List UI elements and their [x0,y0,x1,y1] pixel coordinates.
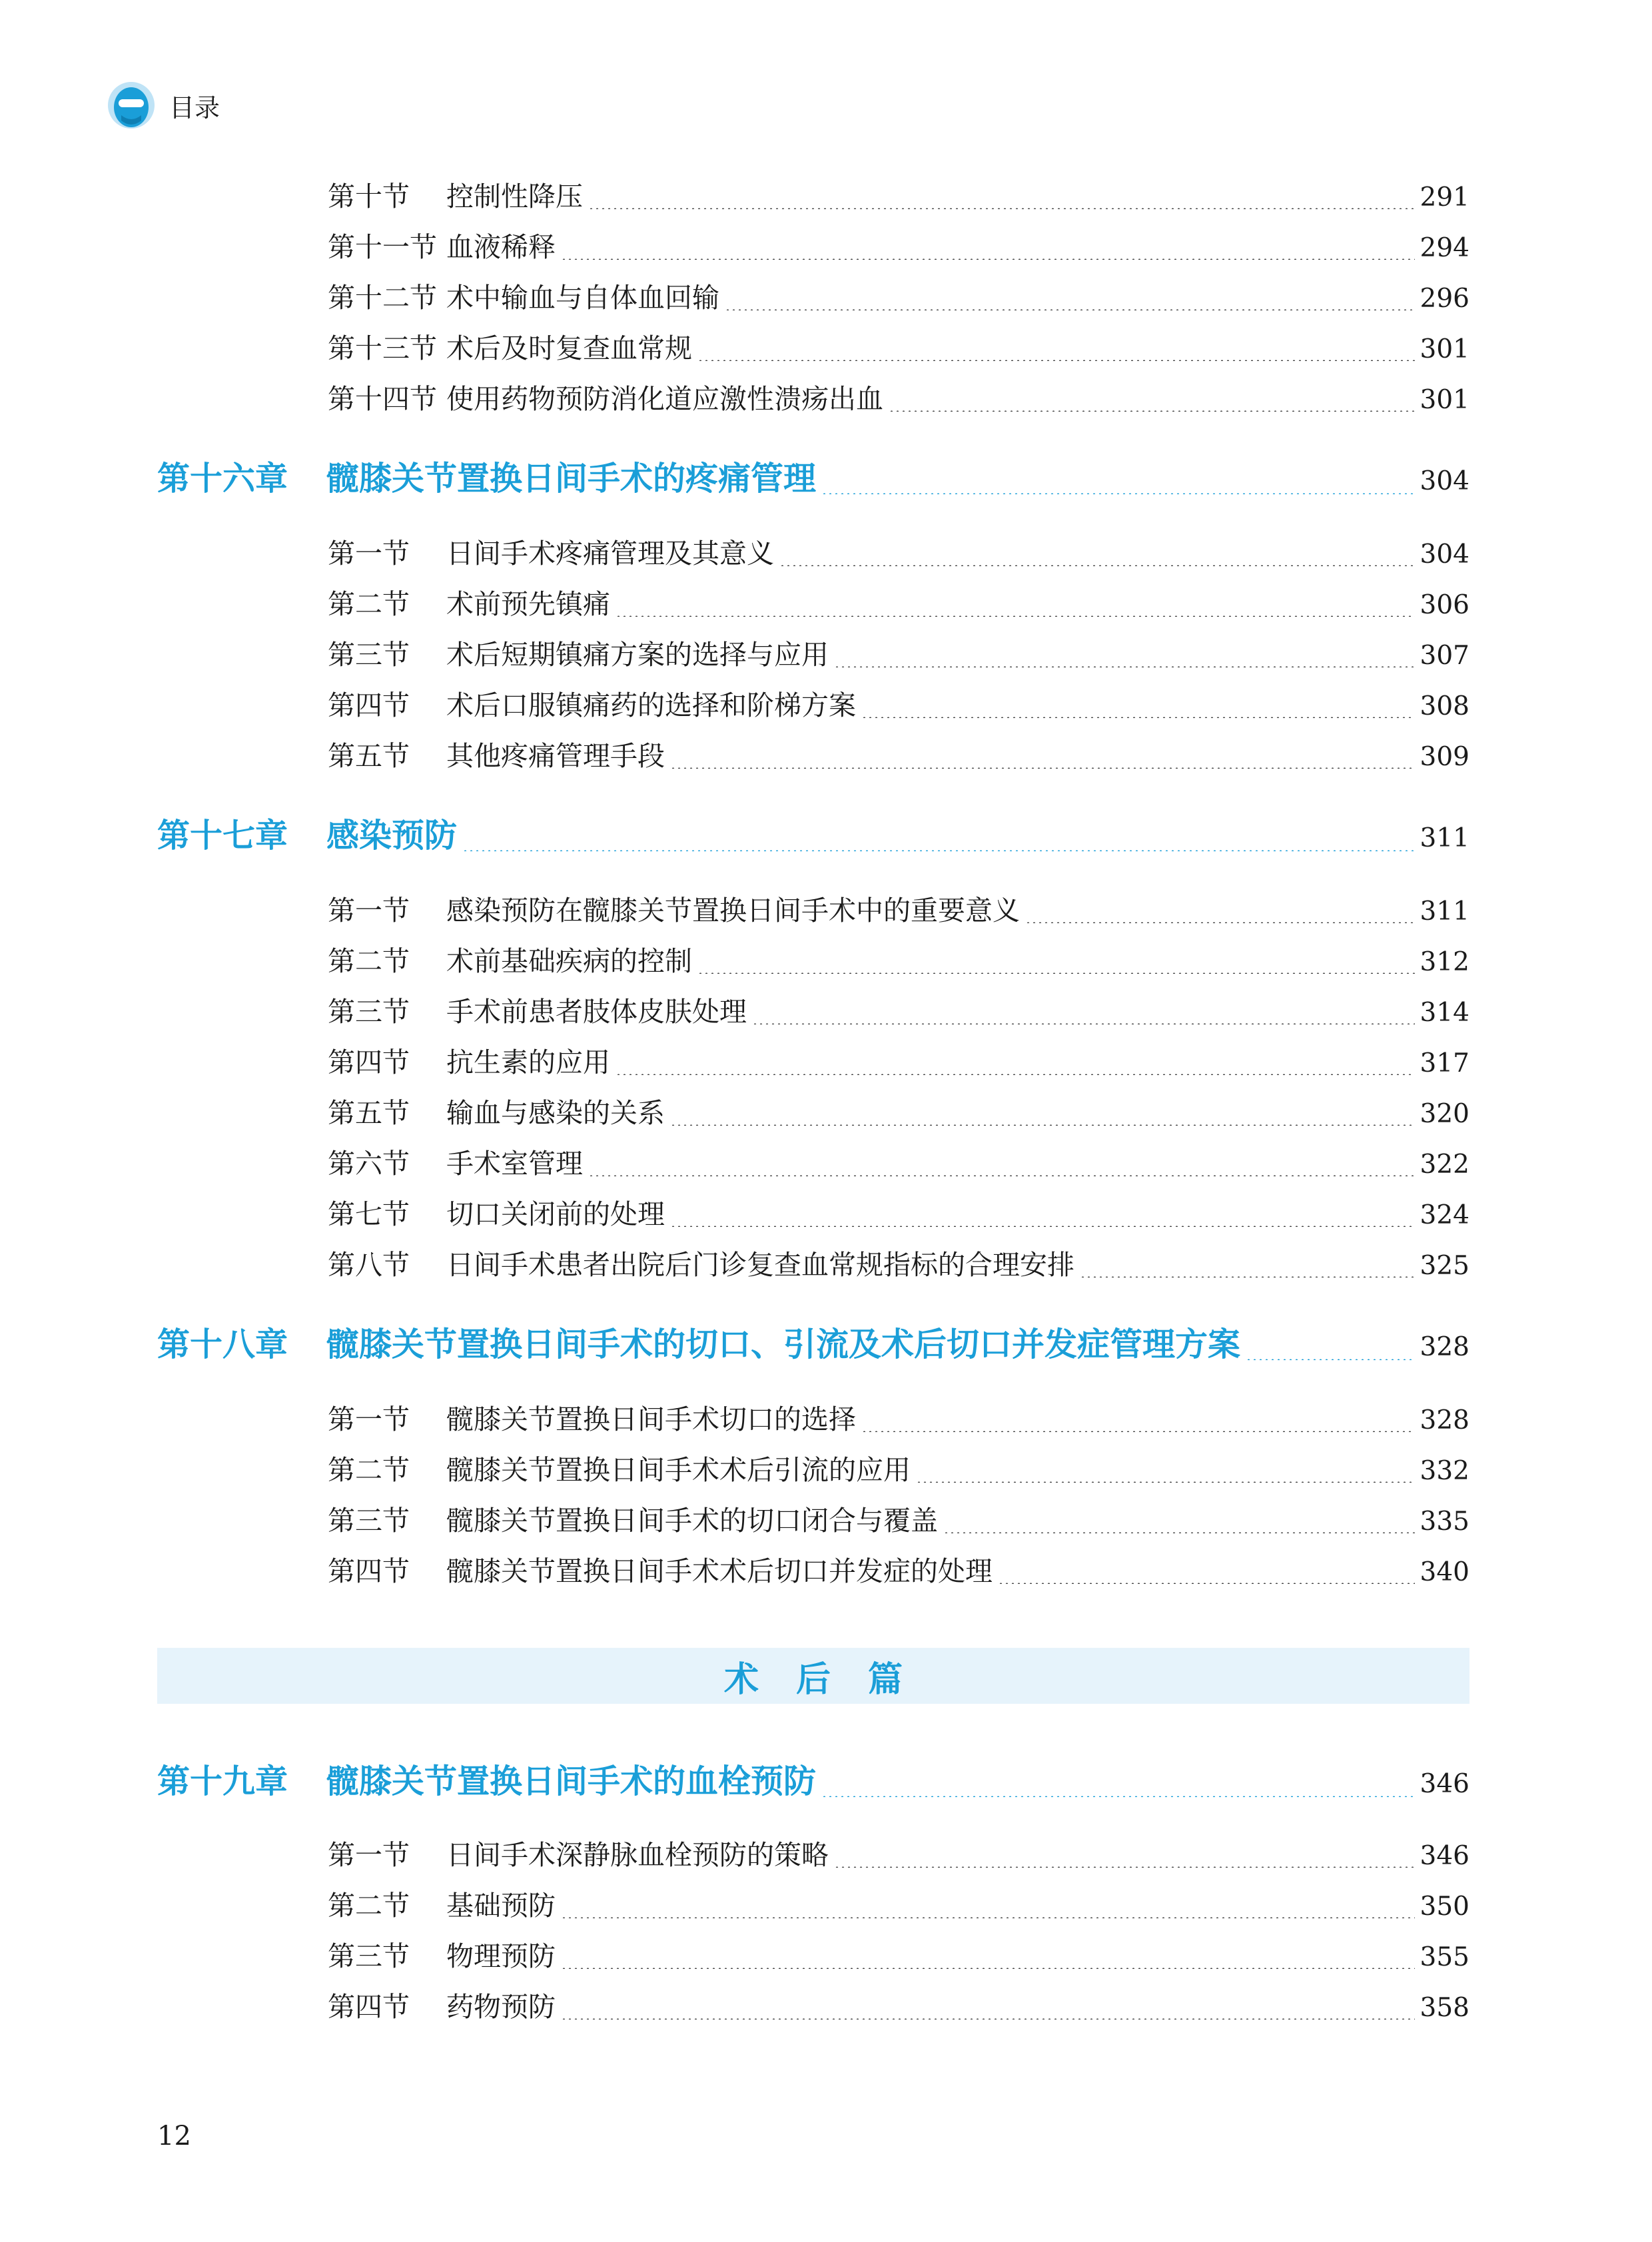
section-number: 第三节 [328,996,410,1028]
dot-leader [1080,1276,1415,1278]
section-number: 第四节 [328,1991,410,2023]
part-banner [157,1648,1469,1704]
dot-leader [462,850,1415,851]
section-title: 髋膝关节置换日间手术术后切口并发症的处理 [446,1555,993,1587]
section-number: 第一节 [328,1403,410,1435]
toc-section-entry[interactable] [328,939,1469,983]
section-title: 手术前患者肢体皮肤处理 [446,996,747,1028]
chapter-title: 感染预防 [326,816,458,855]
section-title: 感染预防在髋膝关节置换日间手术中的重要意义 [446,895,1020,927]
dot-leader [561,1917,1415,1918]
page-ref: 312 [1420,947,1469,977]
toc-section-entry[interactable] [328,1833,1469,1877]
page-ref: 320 [1420,1099,1469,1129]
section-number: 第六节 [328,1148,410,1180]
section-title: 术后及时复查血常规 [446,332,692,364]
dot-leader [998,1583,1415,1584]
section-title: 髋膝关节置换日间手术术后引流的应用 [446,1454,911,1486]
dot-leader [561,1968,1415,1969]
dot-leader [670,1124,1415,1126]
dot-leader [834,666,1415,667]
page-ref: 306 [1420,590,1469,620]
section-title: 术中输血与自体血回输 [446,282,719,314]
page-ref: 335 [1420,1507,1469,1537]
dot-leader [889,410,1415,412]
toc-section-entry[interactable] [328,1448,1469,1492]
page-ref: 308 [1420,691,1469,721]
page-ref: 301 [1420,334,1469,364]
dot-leader [561,258,1415,260]
page-ref: 350 [1420,1892,1469,1922]
dot-leader [697,972,1415,974]
section-number: 第七节 [328,1198,410,1230]
page-ref: 328 [1420,1332,1469,1362]
dot-leader [616,615,1415,617]
section-title: 日间手术深静脉血栓预防的策略 [446,1839,829,1871]
toc-section-entry[interactable] [328,1243,1469,1287]
section-number: 第二节 [328,1890,410,1922]
page-ref: 332 [1420,1456,1469,1486]
section-title: 使用药物预防消化道应激性溃疡出血 [446,383,883,415]
page-ref: 291 [1420,183,1469,212]
section-title: 血液稀释 [446,231,556,263]
dot-leader [725,309,1415,310]
section-number: 第一节 [328,538,410,569]
section-number: 第四节 [328,689,410,721]
dot-leader [561,2018,1415,2020]
page-ref: 322 [1420,1150,1469,1180]
page-ref: 325 [1420,1251,1469,1281]
section-number: 第三节 [328,1940,410,1972]
section-title: 术后口服镇痛药的选择和阶梯方案 [446,689,856,721]
section-title: 术前预先镇痛 [446,588,610,620]
dot-leader [821,493,1415,494]
chapter-number: 第十七章 [157,816,288,855]
page-ref: 324 [1420,1200,1469,1230]
toc-section-entry[interactable] [328,1549,1469,1593]
chapter-title: 髋膝关节置换日间手术的切口、引流及术后切口并发症管理方案 [326,1325,1241,1363]
dot-leader [588,1175,1415,1176]
section-title: 术后短期镇痛方案的选择与应用 [446,639,829,671]
section-title: 其他疼痛管理手段 [446,740,665,772]
chapter-title: 髋膝关节置换日间手术的疼痛管理 [326,459,817,498]
section-number: 第十一节 [328,231,437,263]
section-title: 抗生素的应用 [446,1046,610,1078]
page-ref: 346 [1420,1769,1469,1799]
section-number: 第四节 [328,1555,410,1587]
page-ref: 304 [1420,540,1469,569]
section-title: 髋膝关节置换日间手术的切口闭合与覆盖 [446,1505,938,1537]
dot-leader [916,1481,1415,1483]
page-ref: 296 [1420,284,1469,314]
dot-leader [943,1532,1415,1533]
dot-leader [861,717,1415,718]
page-ref: 294 [1420,233,1469,263]
toc-section-entry[interactable] [328,1040,1469,1084]
dot-leader [670,767,1415,769]
toc-section-entry[interactable] [328,734,1469,778]
section-title: 基础预防 [446,1890,556,1922]
toc-chapter-entry[interactable] [157,1756,1469,1809]
toc-section-entry[interactable] [328,990,1469,1034]
section-title: 日间手术疼痛管理及其意义 [446,538,774,569]
section-number: 第二节 [328,588,410,620]
toc-section-entry[interactable] [328,1142,1469,1186]
toc-section-entry[interactable] [328,225,1469,269]
page-ref: 309 [1420,742,1469,772]
toc-section-entry[interactable] [328,276,1469,320]
page-ref: 358 [1420,1993,1469,2023]
section-number: 第一节 [328,895,410,927]
toc-section-entry[interactable] [328,1985,1469,2029]
section-number: 第五节 [328,1097,410,1129]
dot-leader [588,208,1415,209]
toc-section-entry[interactable] [328,377,1469,421]
section-title: 术前基础疾病的控制 [446,945,692,977]
page-ref: 317 [1420,1048,1469,1078]
section-number: 第二节 [328,1454,410,1486]
toc-section-entry[interactable] [328,683,1469,727]
page-ref: 307 [1420,641,1469,671]
section-number: 第八节 [328,1249,410,1281]
toc-section-entry[interactable] [328,532,1469,575]
toc-chapter-entry[interactable] [157,453,1469,506]
header-title: 目录 [169,93,220,123]
dot-leader [779,565,1415,566]
dot-leader [821,1796,1415,1797]
chapter-number: 第十六章 [157,459,288,498]
section-title: 日间手术患者出院后门诊复查血常规指标的合理安排 [446,1249,1074,1281]
dot-leader [616,1074,1415,1075]
page-ref: 301 [1420,385,1469,415]
section-title: 控制性降压 [446,181,583,212]
toc-section-entry[interactable] [328,1934,1469,1978]
page-ref: 346 [1420,1841,1469,1871]
section-number: 第五节 [328,740,410,772]
section-title: 切口关闭前的处理 [446,1198,665,1230]
page-ref: 311 [1420,897,1469,927]
toc-chapter-entry[interactable] [157,1319,1469,1372]
section-number: 第三节 [328,639,410,671]
toc-section-entry[interactable] [328,175,1469,218]
page-ref: 314 [1420,998,1469,1028]
toc-chapter-entry[interactable] [157,810,1469,863]
dot-leader [1025,922,1415,923]
dot-leader [752,1023,1415,1024]
chapter-title: 髋膝关节置换日间手术的血栓预防 [326,1762,817,1800]
toc-section-entry[interactable] [328,1884,1469,1928]
page-ref: 340 [1420,1557,1469,1587]
toc-section-entry[interactable] [328,326,1469,370]
part-title: 术后篇 [723,1659,940,1700]
section-title: 髋膝关节置换日间手术切口的选择 [446,1403,856,1435]
dot-leader [1246,1359,1415,1360]
toc-section-entry[interactable] [328,1091,1469,1135]
toc-section-entry[interactable] [328,582,1469,626]
toc-section-entry[interactable] [328,1192,1469,1236]
section-title: 手术室管理 [446,1148,583,1180]
dot-leader [670,1226,1415,1227]
section-title: 输血与感染的关系 [446,1097,665,1129]
page-number: 12 [157,2121,191,2151]
section-title: 药物预防 [446,1991,556,2023]
dot-leader [697,360,1415,361]
toc-section-entry[interactable] [328,1499,1469,1543]
section-number: 第四节 [328,1046,410,1078]
toc-section-entry[interactable] [328,633,1469,677]
page-ref: 311 [1420,823,1469,853]
page-ref: 304 [1420,466,1469,496]
chapter-number: 第十九章 [157,1762,288,1800]
toc-section-entry[interactable] [328,889,1469,933]
dot-leader [861,1431,1415,1432]
section-number: 第十二节 [328,282,437,314]
section-number: 第十四节 [328,383,437,415]
section-title: 物理预防 [446,1940,556,1972]
chapter-number: 第十八章 [157,1325,288,1363]
section-number: 第二节 [328,945,410,977]
section-number: 第三节 [328,1505,410,1537]
dot-leader [834,1866,1415,1868]
page-ref: 328 [1420,1405,1469,1435]
toc-section-entry[interactable] [328,1397,1469,1441]
section-number: 第十三节 [328,332,437,364]
section-number: 第一节 [328,1839,410,1871]
section-number: 第十节 [328,181,410,212]
page-ref: 355 [1420,1942,1469,1972]
